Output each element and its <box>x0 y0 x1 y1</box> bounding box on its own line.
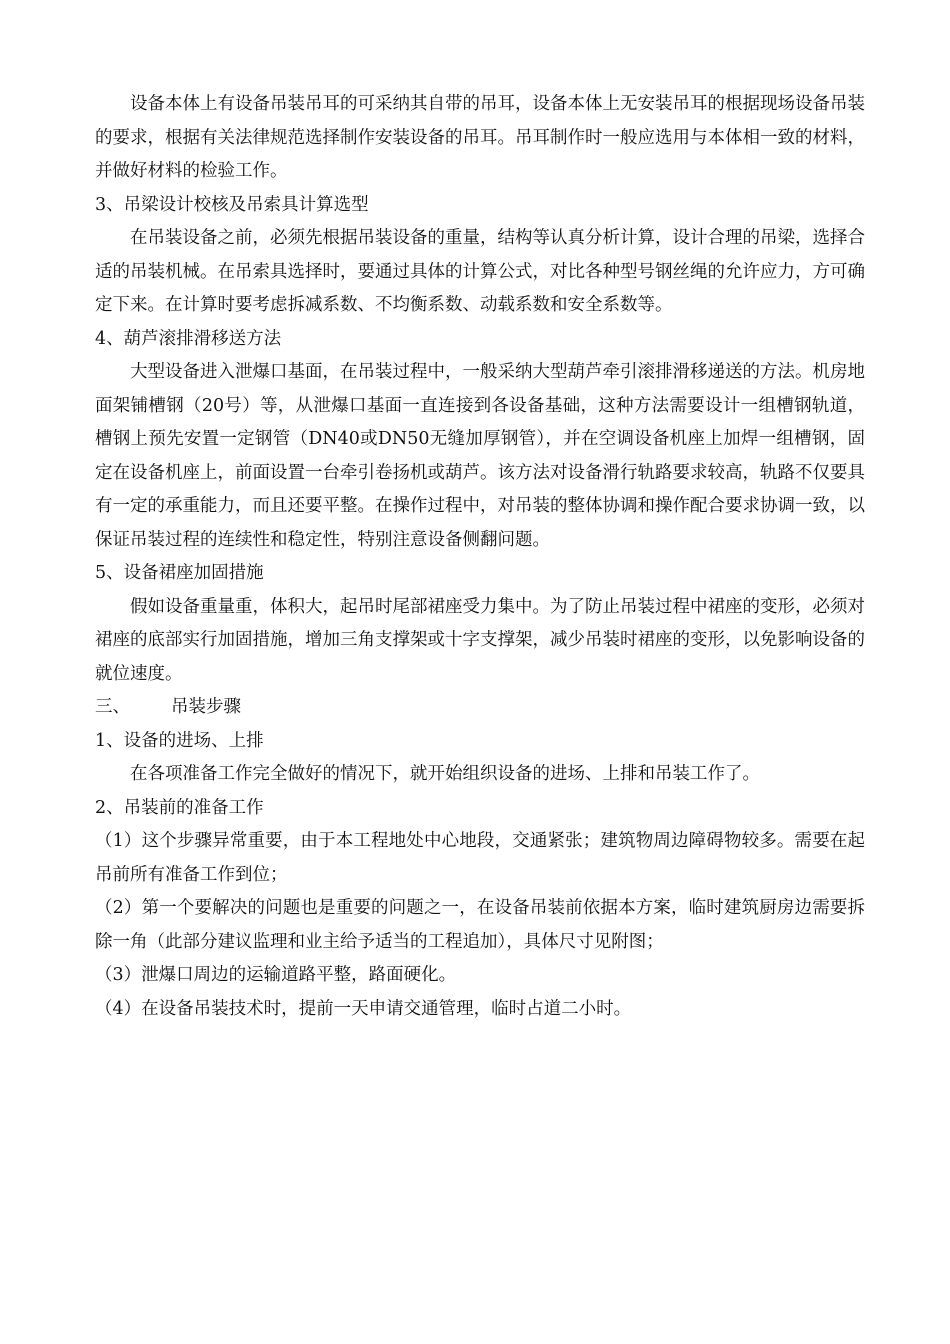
paragraph-entry-loading: 在各项准备工作完全做好的情况下，就开始组织设备的进场、上排和吊装工作了。 <box>130 764 760 784</box>
heading-lifting-steps <box>95 691 865 725</box>
section-number: 三、 <box>95 697 130 717</box>
section-title: 吊装步骤 <box>171 697 241 717</box>
list-item-prep-4: （4）在设备吊装技术时，提前一天申请交通管理，临时占道二小时。 <box>95 998 632 1019</box>
heading-beam-design: 3、吊梁设计校核及吊索具计算选型 <box>95 194 369 215</box>
paragraph-lifting-lugs: 设备本体上有设备吊装吊耳的可采纳其自带的吊耳，设备本体上无安装吊耳的根据现场设备吊装的要求，根据有关法律规范选择制作安装设备的吊耳。吊耳制作时一般应选用与本体相一致的材料，并做好材料的检验工作。 <box>95 94 865 181</box>
heading-hoist-roller: 4、葫芦滚排滑移送方法 <box>95 328 282 349</box>
paragraph-beam-design: 在吊装设备之前，必须先根据吊装设备的重量，结构等认真分析计算，设计合理的吊梁，选择合适的吊装机械。在吊索具选择时，要通过具体的计算公式，对比各种型号钢丝绳的允许应力，方可确定下来。在计算时要考虑拆减系数、不均衡系数、动载系数和安全系数等。 <box>95 228 865 315</box>
list-item-prep-3: （3）泄爆口周边的运输道路平整，路面硬化。 <box>95 965 457 985</box>
heading-skirt-reinforcement: 5、设备裙座加固措施 <box>95 563 264 583</box>
list-item-prep-2: （2）第一个要解决的问题也是重要的问题之一，在设备吊装前依据本方案，临时建筑厨房边需要拆除一角（此部分建议监理和业主给予适当的工程追加），具体尺寸见附图； <box>95 898 865 952</box>
paragraph-skirt-reinforcement: 假如设备重量重，体积大，起吊时尾部裙座受力集中。为了防止吊装过程中裙座的变形，必须对裙座的底部实行加固措施，增加三角支撑架或十字支撑架，减少吊装时裙座的变形，以免影响设备的就位速度。 <box>95 596 865 684</box>
heading-preparation: 2、吊装前的准备工作 <box>95 797 264 818</box>
list-item-prep-1: （1）这个步骤异常重要，由于本工程地处中心地段，交通紧张；建筑物周边障碍物较多。需要在起吊前所有准备工作到位； <box>95 831 865 885</box>
document-body <box>95 88 865 1026</box>
paragraph-hoist-roller: 大型设备进入泄爆口基面，在吊装过程中，一般采纳大型葫芦牵引滚排滑移递送的方法。机房地面架铺槽钢（20号）等，从泄爆口基面一直连接到各设备基础，这种方法需要设计一组槽钢轨道，槽钢上预先安置一定钢管（DN40或DN50无缝加厚钢管），并在空调设备机座上加焊一组槽钢，固定在设备机座上，前面设置一台牵引卷扬机或葫芦。该方法对设备滑行轨路要求较高，轨路不仅要具有一定的承重能力，而且还要平整。在操作过程中，对吊装的整体协调和操作配合要求协调一致，以保证吊装过程的连续性和稳定性，特别注意设备侧翻问题。 <box>95 362 865 550</box>
heading-entry-loading: 1、设备的进场、上排 <box>95 730 264 751</box>
